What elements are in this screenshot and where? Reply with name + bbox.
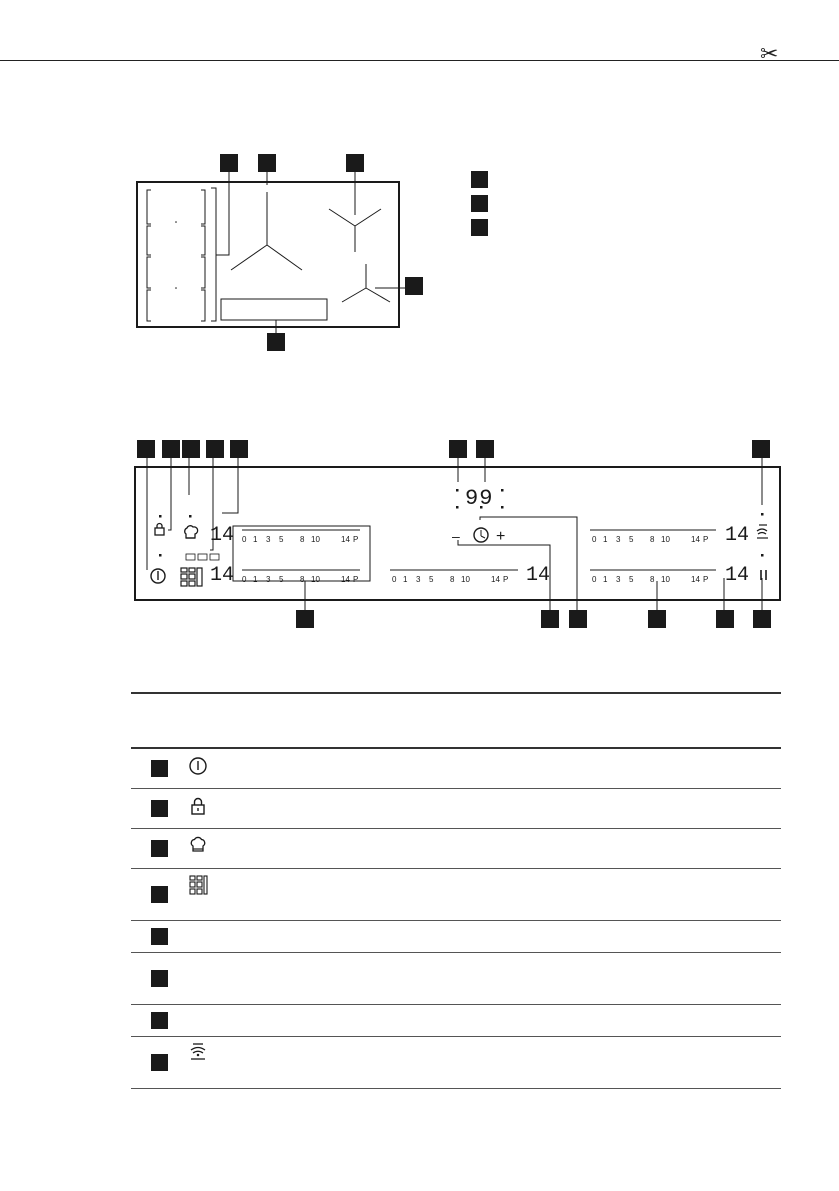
zone-upper-right [329,209,381,252]
scale-label-right-top: P [703,535,709,544]
power-display-right-top: 14 [725,524,750,547]
callout-marker [648,610,666,628]
callout-marker [753,610,771,628]
scale-label-right-bottom: 10 [661,575,670,584]
legend-table [131,692,781,1089]
row-marker [151,886,168,903]
table-header-row [131,693,781,748]
row-marker [151,1054,168,1071]
callout-marker [162,440,180,458]
callout-marker [476,440,494,458]
legend-marker [471,171,488,188]
callout-marker [296,610,314,628]
scale-label-left-top: 10 [311,535,320,544]
scale-label-right-bottom: 3 [616,575,621,584]
scale-label-right-top: 5 [629,535,634,544]
control-panel-diagram [0,420,839,640]
scale-label-right-top: 0 [592,535,597,544]
power-display-left-top: 14 [210,524,235,547]
lock-icon [188,796,208,816]
table-row [131,788,781,828]
callout-marker [569,610,587,628]
scale-label-left-bottom: 14 [341,575,350,584]
legend-marker [471,219,488,236]
scale-label-left-bottom: P [353,575,359,584]
callout-marker [206,440,224,458]
power-icon [188,756,208,776]
callout-marker [182,440,200,458]
hob-hood-icon [188,1041,208,1061]
bridge-icon [181,568,202,586]
scale-label-left-top: 1 [253,535,258,544]
zone-lower-right [342,264,390,302]
power-display-right-bottom: 14 [725,564,750,587]
hob-hood-icon [757,525,768,538]
scale-label-middle: 3 [416,575,421,584]
callout-marker [716,610,734,628]
scale-label-middle: P [503,575,509,584]
left-zone-brackets [147,190,205,321]
callout-marker [541,610,559,628]
scale-label-right-top: 8 [650,535,655,544]
scale-label-left-top: 0 [242,535,247,544]
scale-label-middle: 5 [429,575,434,584]
timer-display: 99 [465,486,494,511]
bridge-small-icons [186,554,219,560]
table-row [131,1004,781,1036]
callout-marker [230,440,248,458]
scale-label-middle: 1 [403,575,408,584]
scale-label-right-bottom: 5 [629,575,634,584]
timer-minus: – [452,528,460,544]
scale-label-middle: 14 [491,575,500,584]
table-row [131,920,781,952]
table-row [131,868,781,920]
callout-marker [752,440,770,458]
scale-label-right-bottom: 14 [691,575,700,584]
scale-label-middle: 8 [450,575,455,584]
row-marker [151,928,168,945]
zone-large [231,192,302,270]
scale-label-middle: 10 [461,575,470,584]
scale-label-right-top: 14 [691,535,700,544]
bridge-icon [188,875,208,895]
timer-plus: + [496,528,506,545]
row-marker [151,800,168,817]
cooking-area-diagram [0,0,839,400]
lock-icon [155,524,164,536]
table-row [131,748,781,788]
scale-label-left-bottom: 1 [253,575,258,584]
pause-icon [761,570,766,580]
scale-label-middle: 0 [392,575,397,584]
scale-label-right-bottom: 1 [603,575,608,584]
scale-label-left-bottom: 5 [279,575,284,584]
power-display-left-bottom: 14 [210,564,235,587]
legend-marker [471,195,488,212]
callout-marker [137,440,155,458]
callout-marker [346,154,364,172]
power-display-middle: 14 [526,564,551,587]
chef-hat-icon [188,836,208,856]
scale-label-left-bottom: 8 [300,575,305,584]
scale-label-right-bottom: 8 [650,575,655,584]
row-marker [151,970,168,987]
row-marker [151,760,168,777]
scale-label-right-bottom: P [703,575,709,584]
scale-label-right-top: 1 [603,535,608,544]
callout-marker [405,277,423,295]
scale-label-right-top: 3 [616,535,621,544]
scale-label-left-top: 14 [341,535,350,544]
scale-label-right-top: 10 [661,535,670,544]
callout-marker [449,440,467,458]
scale-label-left-top: P [353,535,359,544]
row-marker [151,1012,168,1029]
scale-label-left-top: 8 [300,535,305,544]
callout-marker [267,333,285,351]
zone-group-bracket [211,170,229,321]
chef-hat-icon [185,526,198,538]
scale-label-left-bottom: 3 [266,575,271,584]
control-panel-outline [221,299,327,320]
table-row [131,828,781,868]
row-marker [151,840,168,857]
scissors-icon: ✂ [760,42,779,67]
table-row [131,952,781,1004]
scale-label-right-bottom: 0 [592,575,597,584]
scale-label-left-top: 3 [266,535,271,544]
scale-label-left-bottom: 10 [311,575,320,584]
callout-marker [258,154,276,172]
scale-label-left-top: 5 [279,535,284,544]
hob-outline [137,182,399,327]
callout-marker [220,154,238,172]
table-row [131,1036,781,1088]
scale-label-left-bottom: 0 [242,575,247,584]
